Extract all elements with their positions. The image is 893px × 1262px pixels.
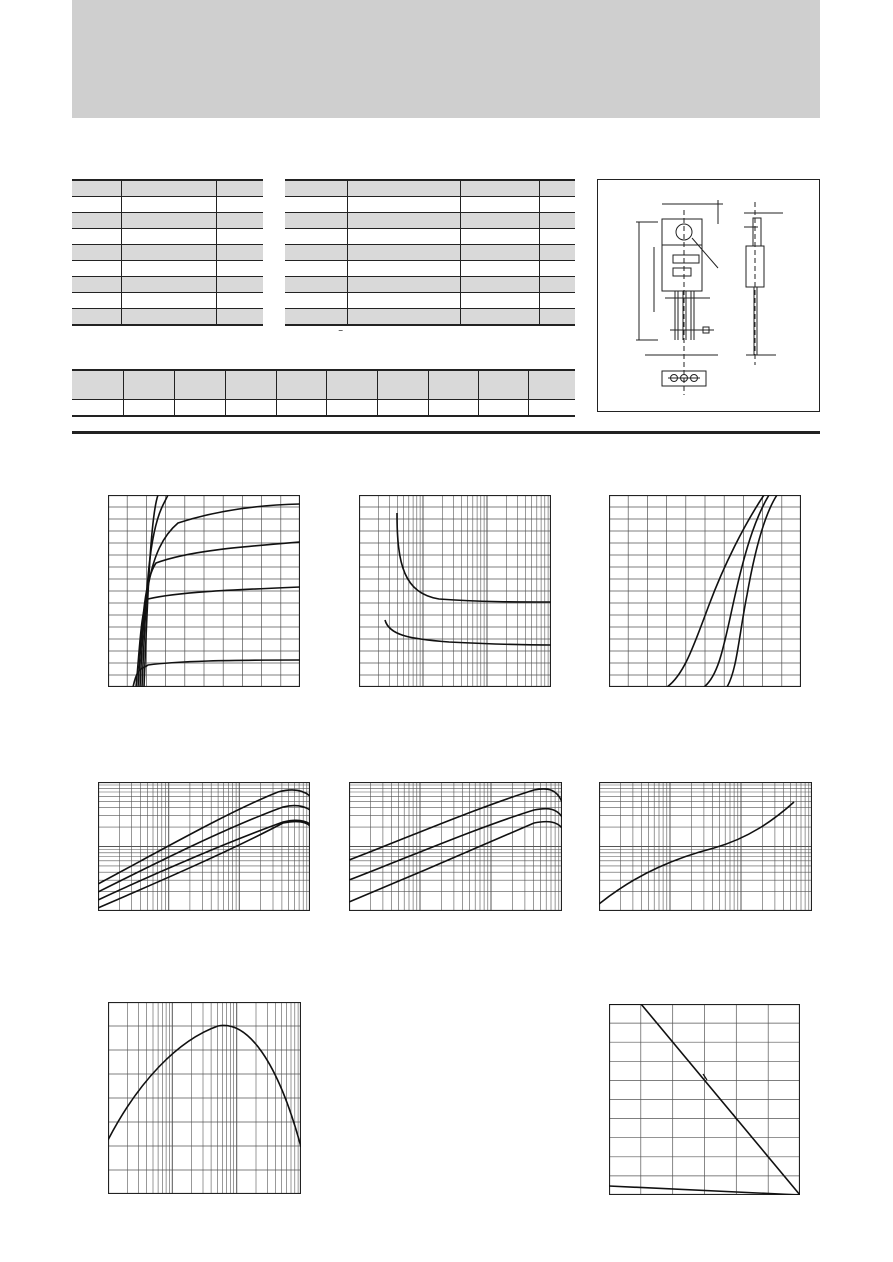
table-row [285,197,575,213]
table-row [72,309,263,326]
table-left [72,179,263,326]
graph-4 [98,782,310,911]
data-curve [98,820,310,900]
data-curve [98,790,310,884]
section-divider [72,431,820,434]
table-row [72,245,263,261]
table-row [285,293,575,309]
graph-2 [359,495,551,687]
data-curve [108,1025,301,1147]
graph-3 [609,495,801,687]
package-drawing [598,180,819,411]
table-row [285,180,575,197]
data-curve [98,822,310,908]
table-row [72,229,263,245]
data-curve [349,809,562,880]
data-curve [349,822,562,902]
table-row [72,370,575,400]
table-bottom [72,369,575,417]
data-curve [136,587,300,687]
table-row [285,229,575,245]
footnote-mark: ‾ [339,330,343,341]
table-row [285,245,575,261]
table-row [72,277,263,293]
table-row [285,277,575,293]
table-row [72,197,263,213]
data-curve [385,620,551,645]
table-row [72,213,263,229]
table-row [285,261,575,277]
graph-6 [599,782,812,911]
data-curve [133,660,300,687]
graph-5 [349,782,562,911]
table-row [72,261,263,277]
graph-1 [108,495,300,687]
table-row [72,400,575,417]
graph-7 [108,1002,301,1194]
package-outline-box [597,179,820,412]
data-curve [138,542,300,687]
table-right [285,179,575,326]
header-band [72,0,820,118]
data-curve [98,806,310,892]
table-row [285,309,575,326]
graph-8 [609,1004,800,1195]
table-row [72,180,263,197]
table-row [72,293,263,309]
table-row [285,213,575,229]
